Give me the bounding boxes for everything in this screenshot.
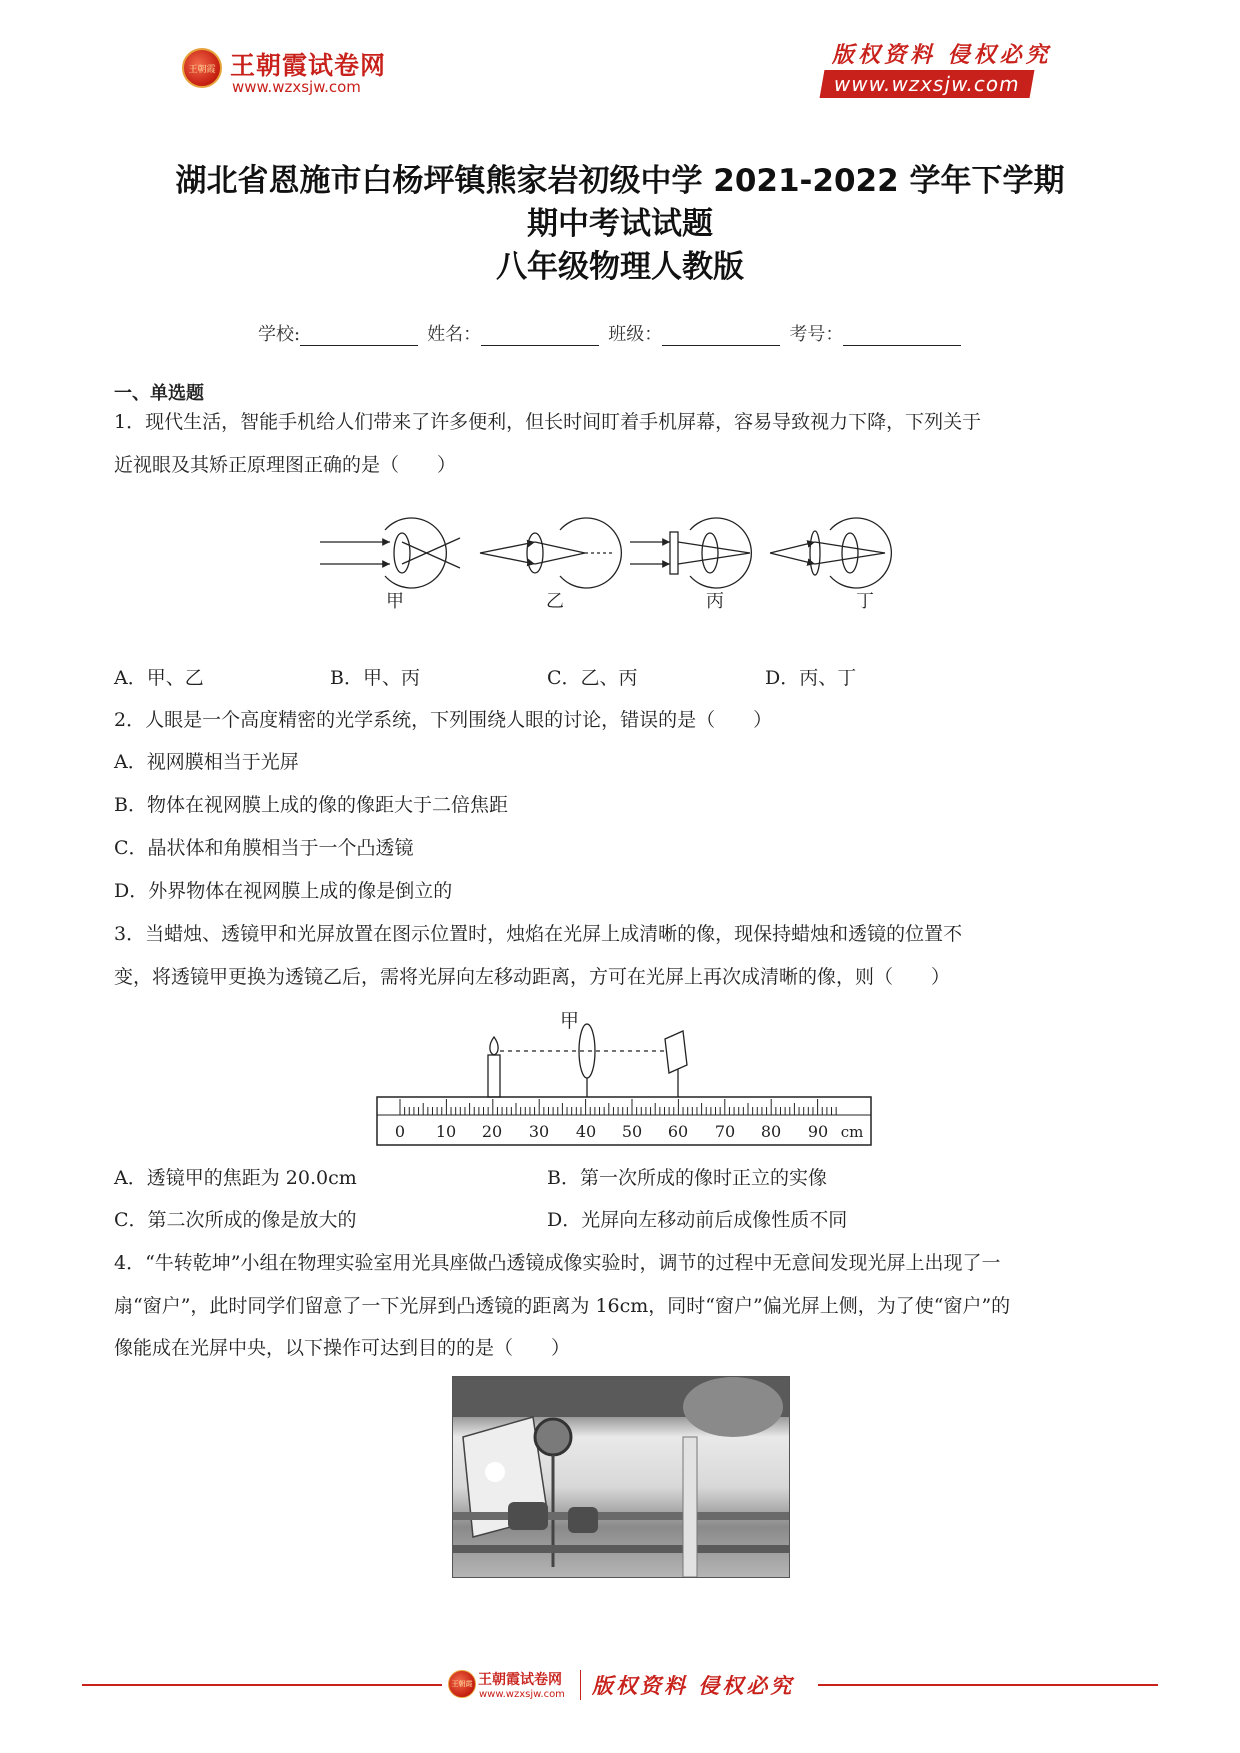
eye-diagram-ding: [770, 518, 891, 588]
footer-logo-icon: [448, 1670, 476, 1698]
header-url-bar: www.wzxsjw.com: [820, 70, 1035, 98]
q3-fig-label: 甲: [560, 1010, 580, 1032]
exam-number-label: 考号：: [789, 324, 844, 345]
light-screen: [665, 1031, 687, 1073]
footer-copyright: 版权资料 侵权必究: [592, 1673, 795, 1698]
section-heading: 一、单选题: [114, 383, 204, 404]
header-brand-name: 王朝霞试卷网: [230, 51, 387, 80]
q1-fig-label-yi: 乙: [546, 591, 564, 612]
q2-option-c[interactable]: C．晶状体和角膜相当于一个凸透镜: [114, 837, 414, 859]
header-copyright: 版权资料 侵权必究: [832, 42, 1052, 68]
student-info-row: [258, 320, 965, 346]
footer-line-right: [818, 1684, 1158, 1686]
q1-option-b[interactable]: B．甲、丙: [330, 667, 420, 689]
q3-optical-bench: [375, 1005, 875, 1150]
q1-option-a[interactable]: A．甲、乙: [114, 667, 204, 689]
q2-stem: 2．人眼是一个高度精密的光学系统，下列围绕人眼的讨论，错误的是（ ）: [114, 709, 773, 731]
name-label: 姓名：: [427, 324, 482, 345]
q1-line-1: 1．现代生活，智能手机给人们带来了许多便利，但长时间盯着手机屏幕，容易导致视力下降，下列关于: [114, 411, 982, 433]
school-label: 学校:: [258, 324, 301, 345]
q2-option-d[interactable]: D．外界物体在视网膜上成的像是倒立的: [114, 880, 453, 902]
footer-badge-text: 王朝霞: [451, 1680, 473, 1688]
q1-option-d[interactable]: D．丙、丁: [765, 667, 857, 689]
q3-line-1: 3．当蜡烛、透镜甲和光屏放置在图示位置时，烛焰在光屏上成清晰的像，现保持蜡烛和透镜的位置不: [114, 923, 963, 945]
ruler-unit-label: cm: [840, 1123, 864, 1141]
q3-option-a[interactable]: A．透镜甲的焦距为 20.0cm: [114, 1167, 357, 1189]
class-field[interactable]: [662, 327, 780, 346]
ruler-tick-label-70: 70: [714, 1122, 736, 1141]
q1-option-c[interactable]: C．乙、丙: [547, 667, 638, 689]
ruler-tick-label-40: 40: [575, 1122, 597, 1141]
ruler-tick-label-0: 0: [394, 1122, 406, 1141]
q3-line-2: 变，将透镜甲更换为透镜乙后，需将光屏向左移动距离，方可在光屏上再次成清晰的像，则（ ）: [114, 966, 951, 988]
school-field[interactable]: [300, 327, 418, 346]
footer-line-left: [82, 1684, 442, 1686]
photo-illustration: [453, 1377, 789, 1577]
q4-line-3: 像能成在光屏中央，以下操作可达到目的的是（ ）: [114, 1337, 571, 1359]
footer-divider: [580, 1670, 581, 1700]
candle: [488, 1037, 500, 1097]
title-line-3: 八年级物理人教版: [496, 249, 744, 285]
q1-fig-label-bing: 丙: [706, 591, 724, 612]
q2-option-b[interactable]: B．物体在视网膜上成的像的像距大于二倍焦距: [114, 794, 508, 816]
q3-option-b[interactable]: B．第一次所成的像时正立的实像: [547, 1167, 827, 1189]
q4-line-2: 扇“窗户”，此时同学们留意了一下光屏到凸透镜的距离为 16cm，同时“窗户”偏光屏上侧，为了使“窗户”的: [114, 1295, 1011, 1317]
q1-line-2: 近视眼及其矫正原理图正确的是（ ）: [114, 454, 457, 476]
title-line-1: 湖北省恩施市白杨坪镇熊家岩初级中学 2021-2022 学年下学期: [175, 163, 1065, 199]
eye-diagram-yi: [480, 518, 621, 588]
q4-experiment-photo: [452, 1376, 790, 1578]
q1-fig-label-jia: 甲: [386, 591, 404, 612]
footer-brand-name: 王朝霞试卷网: [478, 1672, 562, 1688]
ruler-tick-label-80: 80: [760, 1122, 782, 1141]
eye-diagram-jia: [320, 518, 460, 588]
q2-option-a[interactable]: A．视网膜相当于光屏: [114, 751, 299, 773]
class-label: 班级：: [608, 324, 663, 345]
badge-text: 王朝霞: [188, 64, 216, 75]
title-line-2: 期中考试试题: [527, 206, 713, 242]
header-brand-url: www.wzxsjw.com: [232, 78, 361, 96]
brand-logo-icon: [182, 48, 222, 88]
q4-line-1: 4．“牛转乾坤”小组在物理实验室用光具座做凸透镜成像实验时，调节的过程中无意间发现光屏上出现了一: [114, 1252, 1001, 1274]
q3-option-c[interactable]: C．第二次所成的像是放大的: [114, 1209, 357, 1231]
footer-brand-url: www.wzxsjw.com: [479, 1689, 565, 1700]
q3-option-d[interactable]: D．光屏向左移动前后成像性质不同: [547, 1209, 848, 1231]
ruler-tick-label-20: 20: [481, 1122, 503, 1141]
ruler-tick-label-90: 90: [807, 1122, 829, 1141]
ruler-tick-label-10: 10: [435, 1122, 457, 1141]
eye-diagram-bing: [630, 518, 751, 588]
ruler-tick-label-50: 50: [621, 1122, 643, 1141]
ruler-tick-label-60: 60: [667, 1122, 689, 1141]
q1-eye-diagrams: [320, 500, 930, 610]
q1-fig-label-ding: 丁: [856, 591, 874, 612]
exam-number-field[interactable]: [843, 327, 961, 346]
name-field[interactable]: [481, 327, 599, 346]
ruler-ticks: [400, 1099, 836, 1115]
ruler-tick-label-30: 30: [528, 1122, 550, 1141]
